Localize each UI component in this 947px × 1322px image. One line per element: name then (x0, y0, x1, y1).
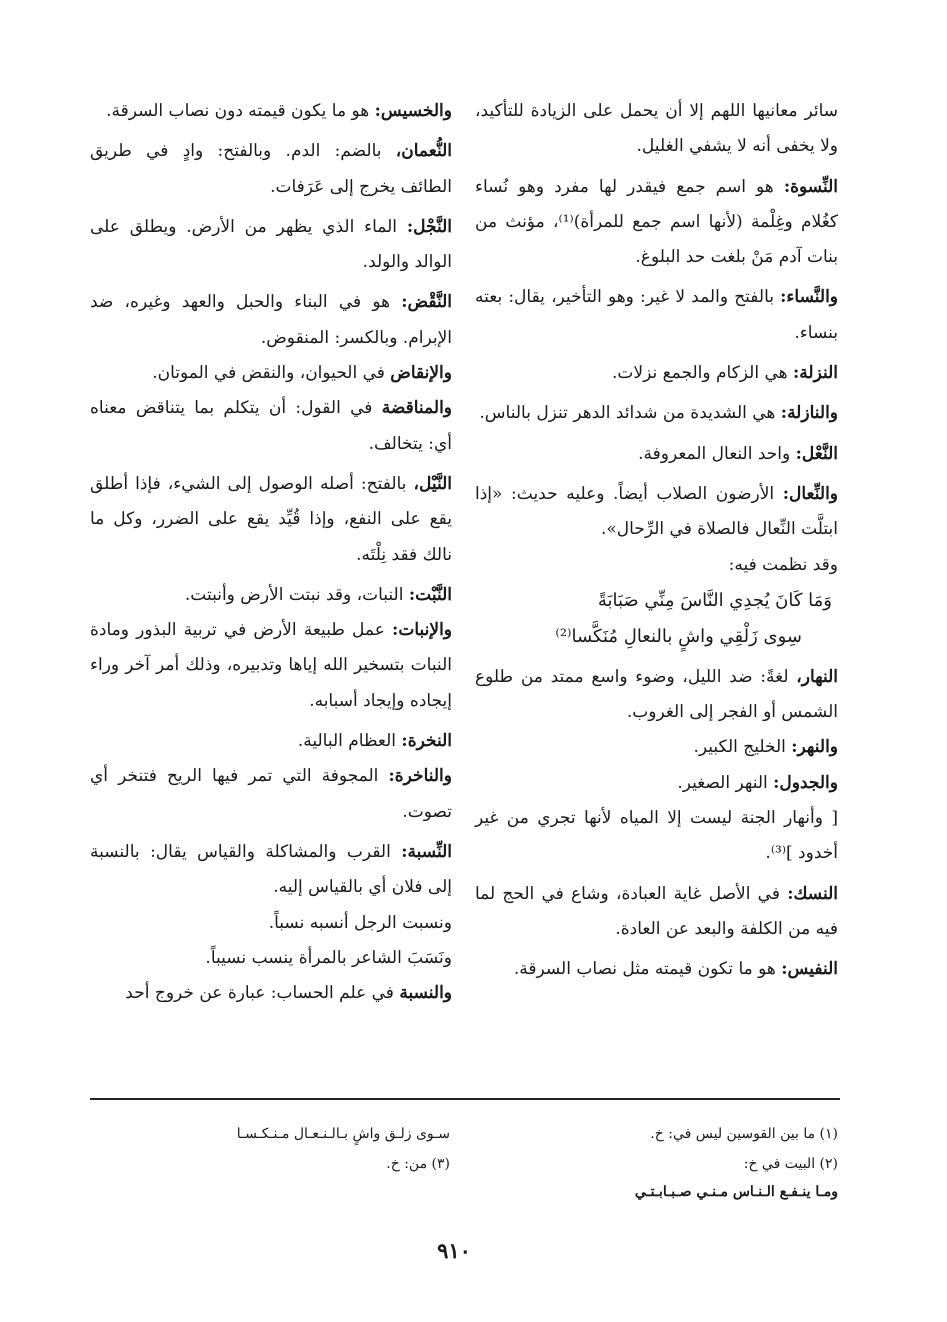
definition: هو في البناء والحبل والعهد وغيره، ضد الإبرام. وبالكسر: المنقوض. (90, 292, 452, 348)
headword: والنِّعال: (782, 483, 838, 504)
definition: النبات، وقد نبتت الأرض وأنبتت. (184, 584, 409, 605)
headword: والنسبة (399, 983, 452, 1004)
bracketed-note: [ وأنهار الجنة ليست إلا المياه لأنها تجري من غير أخدود ]⁽³⁾. (475, 808, 838, 864)
headword: النُّعمان، (395, 141, 452, 162)
entry-alnahar (475, 660, 838, 872)
definition: بالفتح والمد لا غير: وهو التأخير، يقال: بعته بنساء. (475, 287, 838, 343)
entry-alnafis (475, 952, 838, 987)
headword: النَّعْل: (795, 443, 838, 464)
definition: بالضم: الدم. وبالفتح: وادٍ في طريق الطائف يخرج إلى عَرَفات. (90, 141, 452, 197)
headword: النِّسبة: (401, 841, 452, 862)
definition: ونَسَبَ الشاعر بالمرأة ينسب نسيباً. (205, 947, 452, 968)
entry-alnaal (475, 437, 838, 472)
entry-alnakhira (90, 724, 452, 830)
verse-line-1: وَمَا كَانَ يُجدِي النَّاسَ مِنِّي صَبَابَةً (597, 589, 832, 611)
headword: النِّسوة: (783, 176, 838, 197)
headword: والناخرة: (388, 766, 452, 787)
definition: هو ما تكون قيمته مثل نصاب السرقة. (513, 959, 782, 980)
entry-alnisba (90, 835, 452, 1011)
headword: النهار، (796, 666, 838, 687)
headword: النَّقْض: (401, 292, 452, 313)
definition: الأرضون الصلاب أيضاً. وعليه حديث: «إذا ابتلَّت النِّعال فالصلاة في الرِّحال». (475, 483, 838, 540)
definition: في الأصل غاية العبادة، وشاع في الحج لما فيه من الكلفة والبعد عن العادة. (475, 883, 838, 939)
footnote-3: (٣) من: خ. (386, 1156, 450, 1172)
headword: والنهر: (791, 737, 838, 758)
headword: والجدول: (773, 772, 838, 793)
definition: واحد النعال المعروفة. (638, 443, 796, 464)
definition: هو اسم جمع فيقدر لها مفرد وهو نُساء كغُلام وغِلْمة (لأنها اسم جمع للمرأة)⁽¹⁾، مؤنث من بنات آدم مَنْ بلغت حد البلوغ. (475, 176, 838, 268)
headword: النَّيْل، (413, 473, 452, 494)
definition: النهر الصغير. (677, 772, 774, 793)
definition: في علم الحساب: عبارة عن خروج أحد (125, 983, 400, 1004)
headword: النَّبْت: (408, 584, 452, 605)
definition: هي الزكام والجمع نزلات. (612, 363, 794, 384)
headword: والخسيس: (374, 101, 452, 121)
entry-alkhasis (90, 94, 452, 129)
entry-alniaal (475, 477, 838, 655)
headword: والمناقضة (381, 398, 452, 419)
footnote-1: (١) ما بين القوسين ليس في: خ. (650, 1126, 838, 1142)
right-column (475, 94, 838, 993)
headword: والنازلة: (780, 403, 838, 424)
headword: النسك: (787, 883, 838, 904)
definition: هو ما يكون قيمته دون نصاب السرقة. (106, 101, 375, 121)
entry-alnusk (475, 877, 838, 948)
definition: في القول: أن يتكلم بما يتناقض معناه أي: يتخالف. (90, 398, 452, 454)
definition: في الحيوان، والنقض في الموتان. (152, 363, 391, 384)
entry-alnazla (475, 356, 838, 391)
definition: القرب والمشاكلة والقياس يقال: بالنسبة إلى فلان أي بالقياس إليه. (90, 841, 452, 898)
footnote-separator (90, 1098, 840, 1100)
definition: هي الشديدة من شدائد الدهر تنزل بالناس. (479, 403, 781, 424)
page-number: ٩١٠ (437, 1238, 471, 1263)
left-column (90, 94, 452, 1016)
definition: عمل طبيعة الأرض في تربية البذور ومادة النبات بتسخير الله إياها وتدبيره، وذلك أمر آخر وراء إيجاده وإيجاد أسبابه. (90, 620, 452, 711)
headword: والإنبات: (392, 620, 452, 641)
entry-alnajl (90, 210, 452, 281)
definition: المجوفة التي تمر فيها الريح فتنخر أي تصوت. (90, 766, 452, 822)
entry-alnasa (475, 280, 838, 351)
entry-alnabt (90, 578, 452, 719)
footnote-2-verse: ومـا ينـفـع الـنـاس مـنـي صـبـابـتـي (634, 1184, 838, 1200)
definition: ونسبت الرجل أنسبه نسباً. (268, 912, 452, 933)
definition: العظام البالية. (297, 731, 402, 752)
headword: النَّجْل: (406, 216, 452, 237)
footnote-2: (٢) البيت في خ: (743, 1156, 838, 1172)
entry-alnaqd (90, 285, 452, 461)
footnote-2-verse-continued: سـوى زلـق واشٍ بـالـنـعـال مـنـكـسـا (236, 1126, 450, 1142)
entry-alnuman (90, 134, 452, 205)
definition: الخليج الكبير. (693, 737, 792, 758)
headword: والإنقاض (390, 363, 452, 384)
entry-continuation: سائر معانيها اللهم إلا أن يحمل على الزيادة للتأكيد، ولا يخفى أنه لا يشفي الغليل. (475, 101, 838, 157)
definition: الماء الذي يظهر من الأرض. ويطلق على الوالد والولد. (90, 216, 452, 273)
definition: بالفتح: أصله الوصول إلى الشيء، فإذا أطلق يقع على النفع، وإذا قُيِّد يقع على الضرر، وكل ما نالك فقد نِلْتَه. (90, 473, 452, 565)
verse-line-2: سِوى زَلْقِي واشٍ بالنعالِ مُنَكَّسا⁽²⁾ (555, 625, 802, 647)
entry-alniswa (475, 170, 838, 276)
entry-alnayl (90, 467, 452, 573)
definition: لغةً: ضد الليل، وضوء واسع ممتد من طلوع الشمس أو الفجر إلى الغروب. (475, 666, 838, 723)
headword: والنَّساء: (780, 287, 838, 308)
headword: النخرة: (401, 731, 452, 752)
headword: النفيس: (781, 959, 838, 980)
entry-alnazila (475, 396, 838, 431)
headword: النزلة: (793, 363, 838, 384)
verse-intro: وقد نظمت فيه: (728, 554, 838, 575)
